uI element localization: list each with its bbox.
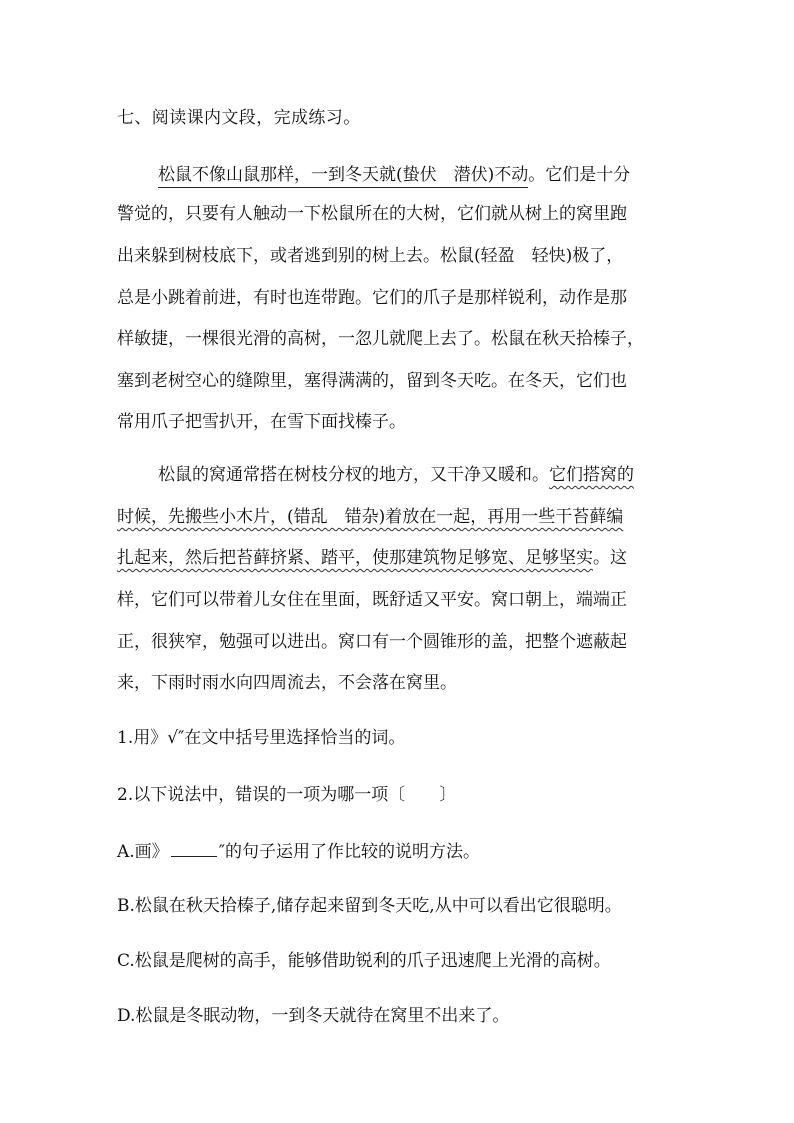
- passage1-line2: 警觉的，只要有人触动一下松鼠所在的大树，它们就从树上的窝里跑: [117, 204, 627, 224]
- question-1: 1.用》√″在文中括号里选择恰当的词。: [117, 728, 406, 748]
- passage-text: 松鼠的窝通常搭在树枝分杈的地方，又干净又暖和。: [158, 465, 549, 485]
- passage2-line6: 来，下雨时雨水向四周流去，不会落在窝里。: [117, 673, 457, 693]
- passage-text: 。这: [593, 548, 627, 568]
- section-heading: 七、阅读课内文段，完成练习。: [117, 108, 361, 128]
- passage1-line6: 塞到老树空心的缝隙里，塞得满满的，留到冬天吃。在冬天，它们也: [117, 371, 627, 391]
- passage1-line4: 总是小跳着前进，有时也连带跑。它们的爪子是那样锐利，动作是那: [117, 288, 627, 308]
- option-a: [117, 841, 480, 863]
- passage1-line5: 样敏捷，一棵很光滑的高树，一忽儿就爬上去了。松鼠在秋天拾榛子，: [117, 329, 644, 349]
- option-a-prefix: A.画》: [117, 842, 169, 862]
- passage1-line3: 出来躲到树枝底下，或者逃到别的树上去。松鼠(轻盈 轻快)极了，: [117, 246, 624, 266]
- wavy-underlined-sentence: 它们搭窝的: [549, 465, 634, 485]
- passage2-line3: [117, 547, 627, 569]
- option-c: C.松鼠是爬树的高手，能够借助锐利的爪子迅速爬上光滑的高树。: [117, 951, 611, 971]
- wavy-underlined-sentence: 扎起来，然后把苔藓挤紧、踏平，使那建筑物足够宽、足够坚实: [117, 548, 593, 568]
- passage2-line5: 正，很狭窄，勉强可以进出。窝口有一个圆锥形的盖，把整个遮蔽起: [117, 632, 627, 652]
- passage1-line1: [158, 164, 630, 186]
- option-a-text: ″的句子运用了作比较的说明方法。: [218, 842, 481, 862]
- passage2-line4: 样，它们可以带着儿女住在里面，既舒适又平安。窝口朝上，端端正: [117, 590, 627, 610]
- answer-blank[interactable]: [171, 842, 217, 857]
- wavy-underlined-sentence: 时候，先搬些小木片，(错乱 错杂)着放在一起，再用一些干苔藓编: [117, 507, 624, 527]
- passage1-line7: 常用爪子把雪扒开，在雪下面找榛子。: [117, 412, 406, 432]
- option-d: D.松鼠是冬眠动物，一到冬天就待在窝里不出来了。: [117, 1006, 510, 1026]
- passage2-line2: [117, 506, 623, 528]
- question-2: 2.以下说法中，错误的一项为哪一项〔 〕: [117, 785, 457, 805]
- passage-text: 。它们是十分: [528, 165, 631, 185]
- passage2-line1: [158, 464, 634, 486]
- straight-underlined-sentence: 松鼠不像山鼠那样，一到冬天就(蛰伏 潜伏)不动: [158, 165, 528, 188]
- option-b: B.松鼠在秋天拾榛子,储存起来留到冬天吃,从中可以看出它很聪明。: [117, 896, 622, 916]
